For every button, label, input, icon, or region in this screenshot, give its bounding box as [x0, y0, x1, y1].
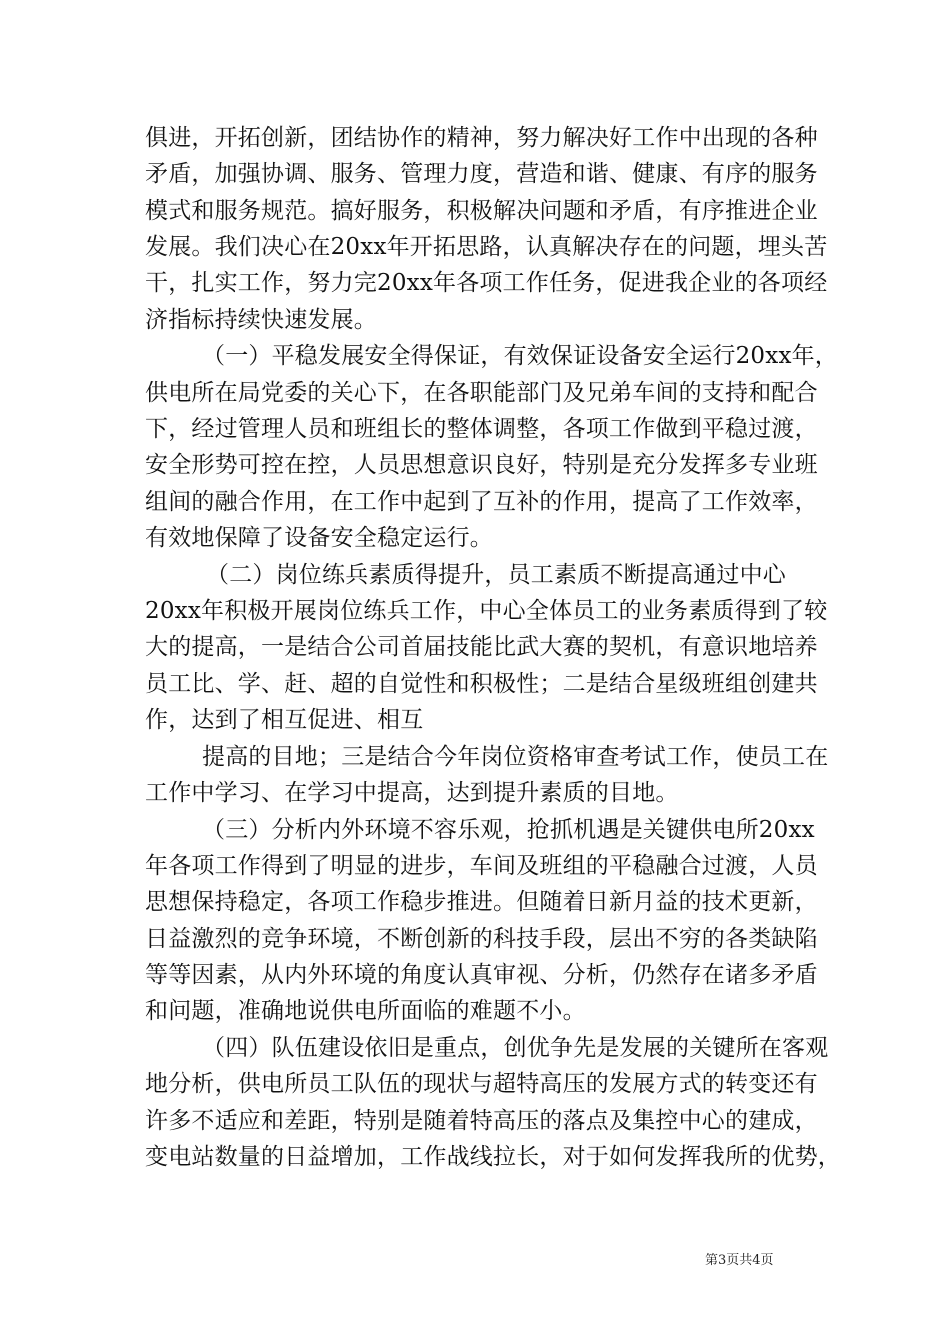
text-line: 20xx年积极开展岗位练兵工作，中心全体员工的业务素质得到了较 — [145, 598, 828, 624]
text-line: 矛盾，加强协调、服务、管理力度，营造和谐、健康、有序的服务 — [145, 161, 818, 187]
paragraph-start-line: （一）平稳发展安全得保证，有效保证设备安全运行20xx年， — [202, 343, 839, 369]
text-line: 许多不适应和差距，特别是随着特高压的落点及集控中心的建成， — [145, 1108, 818, 1134]
text-line: 济指标持续快速发展。 — [145, 307, 377, 333]
text-line: 工作中学习、在学习中提高，达到提升素质的目地。 — [145, 780, 679, 806]
text-line: 模式和服务规范。搞好服务，积极解决问题和矛盾，有序推进企业 — [145, 198, 818, 224]
text-line: 干，扎实工作，努力完20xx年各项工作任务，促进我企业的各项经 — [145, 270, 828, 296]
paragraph-start-line: 提高的目地；三是结合今年岗位资格审查考试工作，使员工在 — [202, 744, 829, 770]
text-line: 俱进，开拓创新，团结协作的精神，努力解决好工作中出现的各种 — [145, 125, 818, 151]
text-line: 作，达到了相互促进、相互 — [145, 707, 424, 733]
text-line: 等等因素，从内外环境的角度认真审视、分析，仍然存在诸多矛盾 — [145, 962, 818, 988]
text-line: 地分析，供电所员工队伍的现状与超特高压的发展方式的转变还有 — [145, 1071, 818, 1097]
text-line: 年各项工作得到了明显的进步，车间及班组的平稳融合过渡，人员 — [145, 853, 818, 879]
paragraph-start-line: （四）队伍建设依旧是重点，创优争先是发展的关键所在客观 — [202, 1035, 829, 1061]
text-line: 下，经过管理人员和班组长的整体调整，各项工作做到平稳过渡， — [145, 416, 818, 442]
paragraph-start-line: （二）岗位练兵素质得提升，员工素质不断提高通过中心 — [206, 562, 786, 588]
text-line: 组间的融合作用，在工作中起到了互补的作用，提高了工作效率， — [145, 489, 818, 515]
text-line: 变电站数量的日益增加，工作战线拉长，对于如何发挥我所的优势， — [145, 1144, 841, 1170]
paragraph-start-line: （三）分析内外环境不容乐观，抢抓机遇是关键供电所20xx — [202, 817, 815, 843]
text-line: 日益激烈的竞争环境，不断创新的科技手段，层出不穷的各类缺陷 — [145, 926, 818, 952]
text-line: 和问题，准确地说供电所面临的难题不小。 — [145, 998, 586, 1024]
page-number-footer: 第3页共4页 — [705, 1253, 774, 1268]
text-line: 发展。我们决心在20xx年开拓思路，认真解决存在的问题，埋头苦 — [145, 234, 828, 260]
text-line: 安全形势可控在控，人员思想意识良好，特别是充分发挥多专业班 — [145, 452, 818, 478]
text-line: 员工比、学、赶、超的自觉性和积极性；二是结合星级班组创建共 — [145, 671, 818, 697]
text-line: 供电所在局党委的关心下，在各职能部门及兄弟车间的支持和配合 — [145, 380, 818, 406]
text-line: 思想保持稳定，各项工作稳步推进。但随着日新月益的技术更新， — [145, 889, 818, 915]
text-line: 大的提高，一是结合公司首届技能比武大赛的契机，有意识地培养 — [145, 634, 818, 660]
text-line: 有效地保障了设备安全稳定运行。 — [145, 525, 493, 551]
